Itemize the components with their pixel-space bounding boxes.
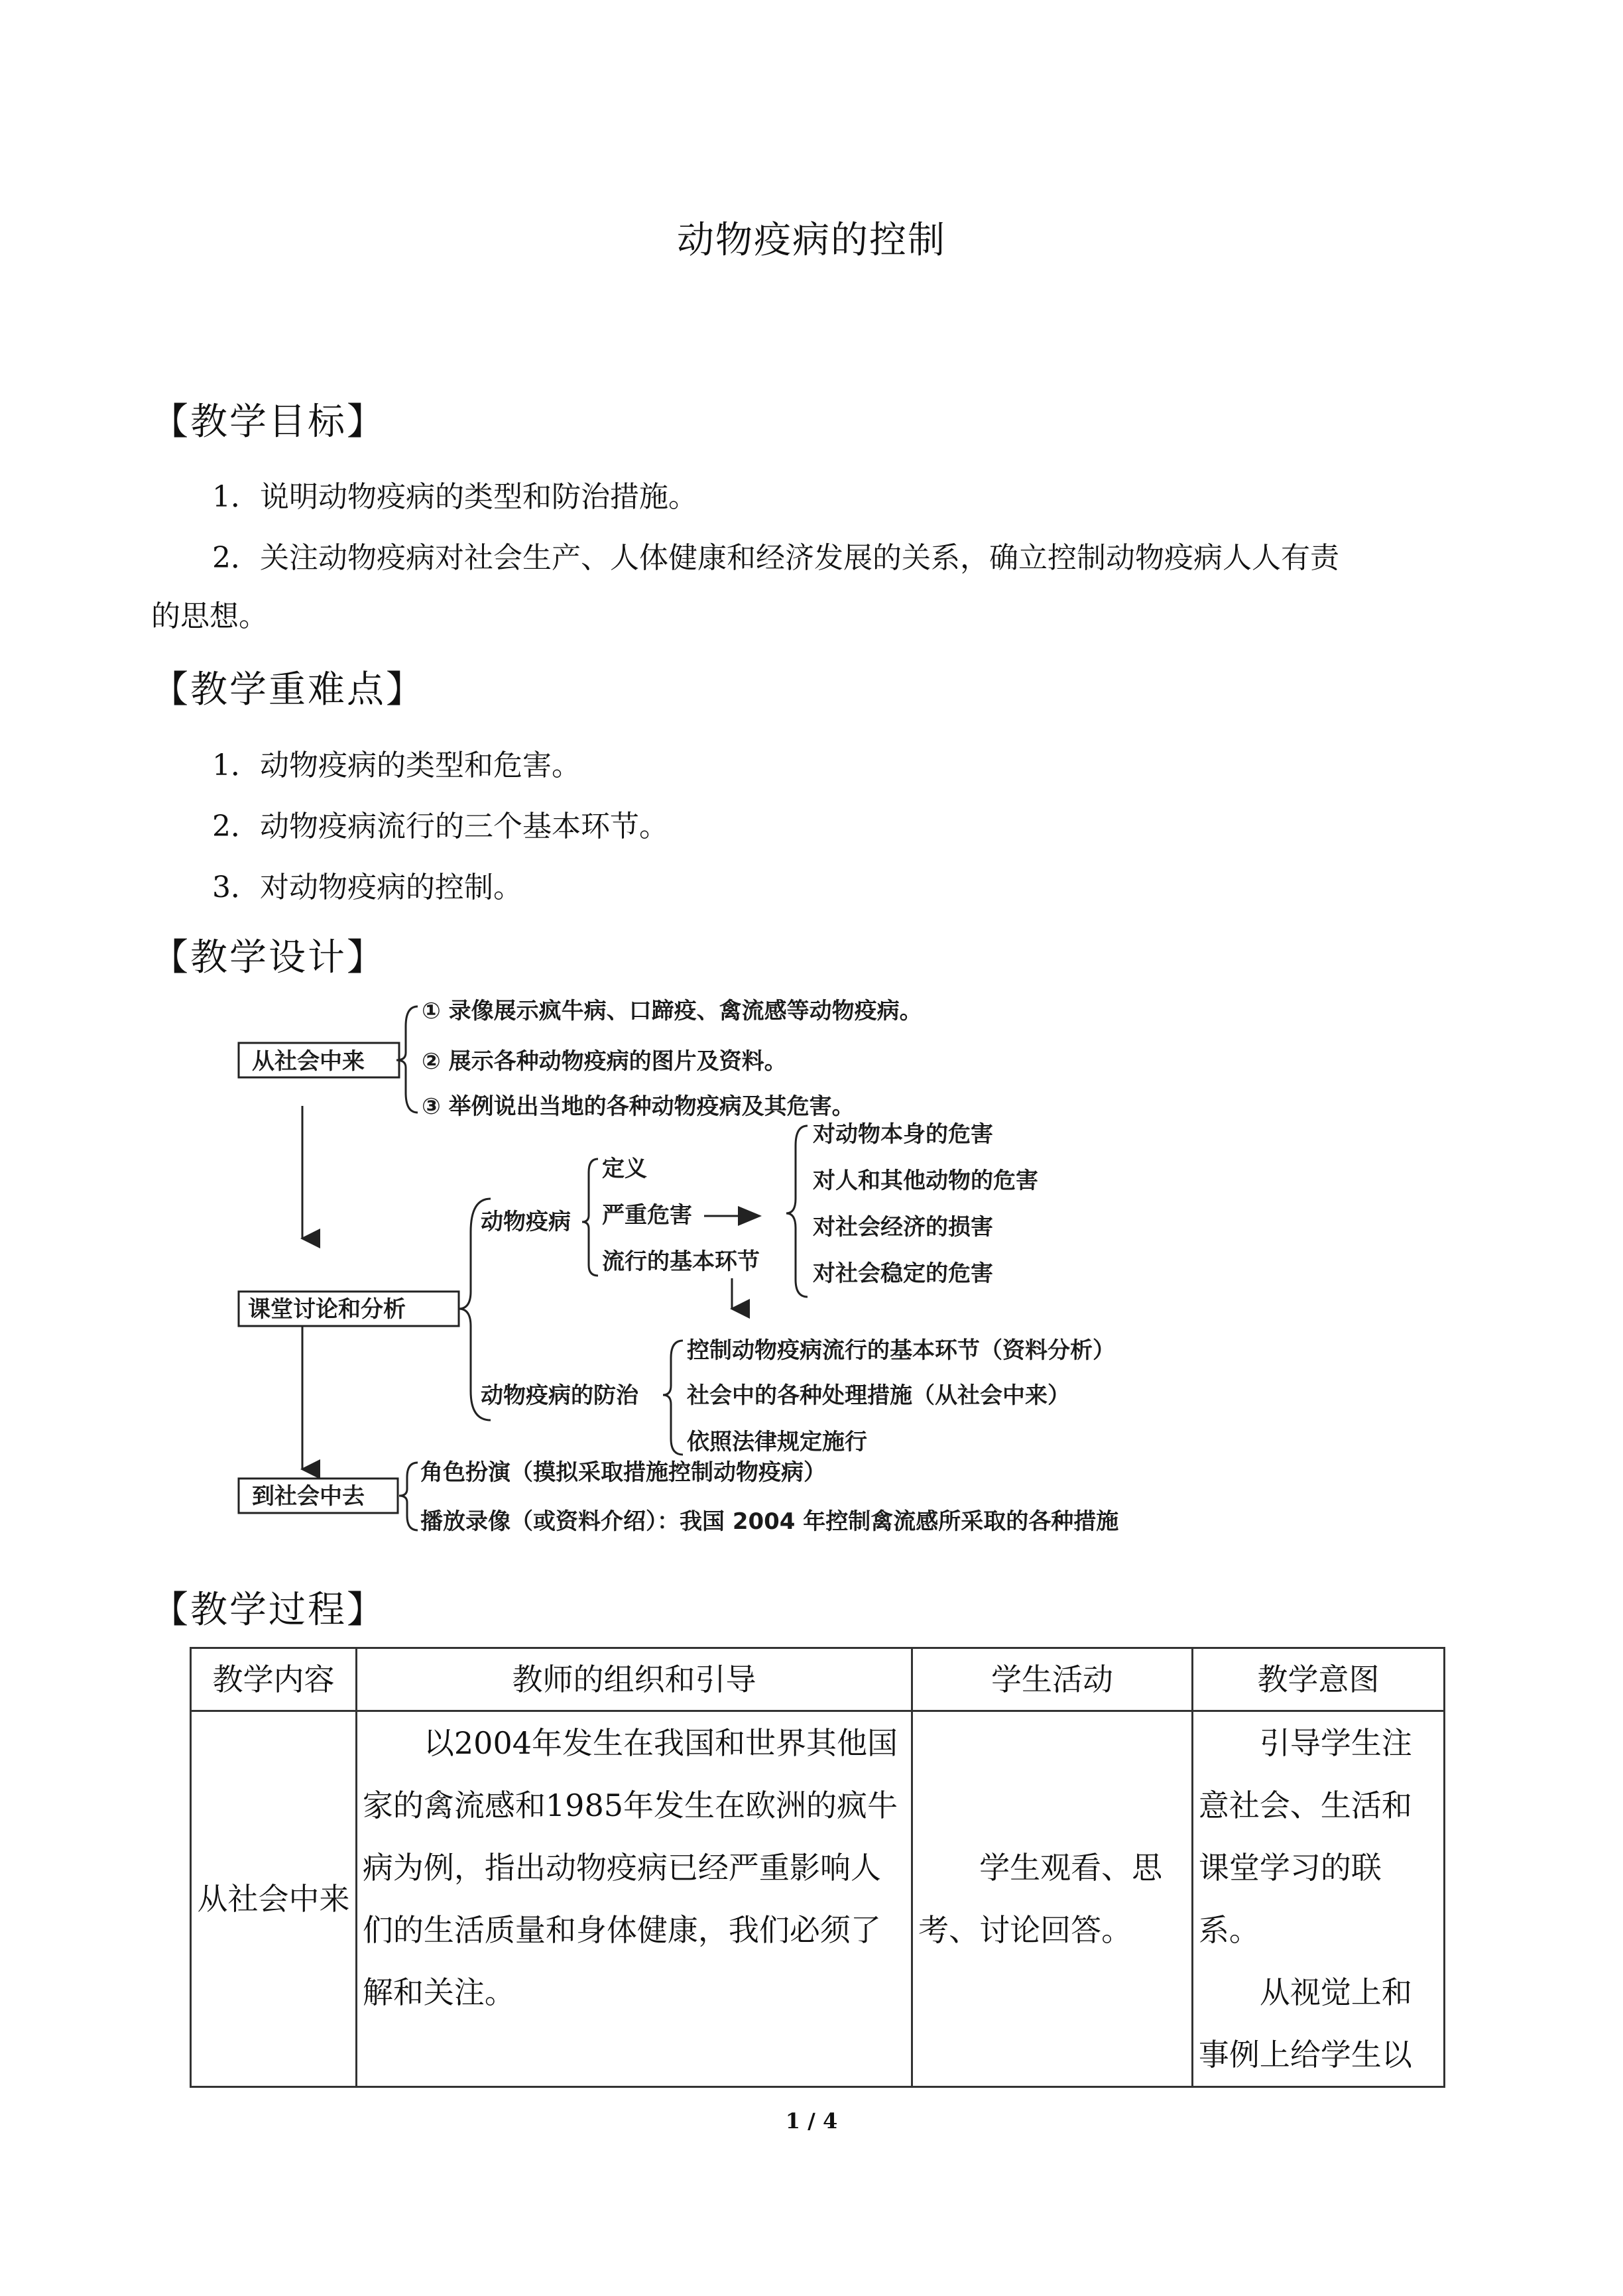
header-content: 教学内容 <box>191 1648 357 1711</box>
brace-branch1 <box>582 1159 598 1276</box>
box-to-society-label: 到社会中去 <box>252 1483 365 1510</box>
box-classroom-discussion-label: 课堂讨论和分析 <box>248 1296 406 1323</box>
key-point-2: 2．动物疫病流行的三个基本环节。 <box>212 810 668 843</box>
cell-student <box>912 1711 1193 2087</box>
box3-item-1: 角色扮演（摸拟采取措施控制动物疫病） <box>420 1459 826 1486</box>
harm-1: 对动物本身的危害 <box>813 1121 993 1148</box>
page-number: 1 / 4 <box>785 2108 838 2134</box>
cell-content: 从社会中来 <box>191 1711 357 2087</box>
box1-item-3: ③ 举例说出当地的各种动物疫病及其危害。 <box>422 1093 855 1120</box>
cell-intent-p1: 引导学生注意社会、生活和课堂学习的联系。 <box>1198 1725 1412 1948</box>
design-flow-diagram <box>225 980 1260 1550</box>
harm-2: 对人和其他动物的危害 <box>813 1168 1038 1194</box>
goal-item-1: 1．说明动物疫病的类型和防治措施。 <box>212 480 697 514</box>
page-title: 动物疫病的控制 <box>677 219 946 262</box>
brace-branch2 <box>663 1341 683 1455</box>
key-point-1: 1．动物疫病的类型和危害。 <box>212 749 581 782</box>
heading-key-points: 【教学重难点】 <box>151 668 425 711</box>
harm-4: 对社会稳定的危害 <box>813 1260 993 1287</box>
box3-item-2: 播放录像（或资料介绍）：我国 2004 年控制禽流感所采取的各种措施 <box>420 1508 1119 1535</box>
box1-item-1: ① 录像展示疯牛病、口蹄疫、禽流感等动物疫病。 <box>422 998 922 1024</box>
heading-goals: 【教学目标】 <box>151 400 386 444</box>
branch1-item-definition: 定义 <box>602 1156 647 1182</box>
cell-teacher-text: 以2004年发生在我国和世界其他国家的禽流感和1985年发生在欧洲的疯牛病为例，指出动物疫病已经严重影响人们的生活质量和身体健康，我们必须了解和关注。 <box>362 1725 898 2010</box>
box1-item-2: ② 展示各种动物疫病的图片及资料。 <box>422 1048 787 1075</box>
brace-box3 <box>399 1463 418 1530</box>
branch2-item-2: 社会中的各种处理措施（从社会中来） <box>687 1382 1070 1409</box>
heading-design: 【教学设计】 <box>151 936 386 979</box>
key-point-3: 3．对动物疫病的控制。 <box>212 871 522 904</box>
table-row <box>191 1711 1445 2087</box>
heading-process: 【教学过程】 <box>151 1589 386 1632</box>
branch-disease-prevention: 动物疫病的防治 <box>481 1382 638 1409</box>
branch-animal-disease: 动物疫病 <box>481 1209 571 1235</box>
cell-student-text: 学生观看、思考、讨论回答。 <box>918 1850 1163 1948</box>
brace-box1 <box>396 1006 418 1113</box>
branch1-item-harm: 严重危害 <box>602 1202 692 1229</box>
box-from-society-label: 从社会中来 <box>252 1048 365 1075</box>
cell-teacher <box>356 1711 912 2087</box>
brace-harms <box>786 1126 808 1297</box>
header-teacher: 教师的组织和引导 <box>356 1648 912 1711</box>
header-student: 学生活动 <box>912 1648 1193 1711</box>
goal-item-2-line-1: 2．关注动物疫病对社会生产、人体健康和经济发展的关系，确立控制动物疫病人人有责 <box>212 541 1339 575</box>
cell-intent-p2: 从视觉上和事例上给学生以 <box>1198 1974 1412 2073</box>
branch1-item-transmission: 流行的基本环节 <box>602 1248 760 1275</box>
cell-intent <box>1192 1711 1444 2087</box>
goal-item-2-line-2: 的思想。 <box>151 599 268 633</box>
branch2-item-1: 控制动物疫病流行的基本环节（资料分析） <box>687 1337 1115 1364</box>
harm-3: 对社会经济的损害 <box>813 1214 993 1240</box>
table-header-row <box>191 1648 1445 1711</box>
process-table <box>190 1647 1445 2088</box>
header-intent: 教学意图 <box>1192 1648 1444 1711</box>
branch2-item-3: 依照法律规定施行 <box>687 1429 867 1455</box>
